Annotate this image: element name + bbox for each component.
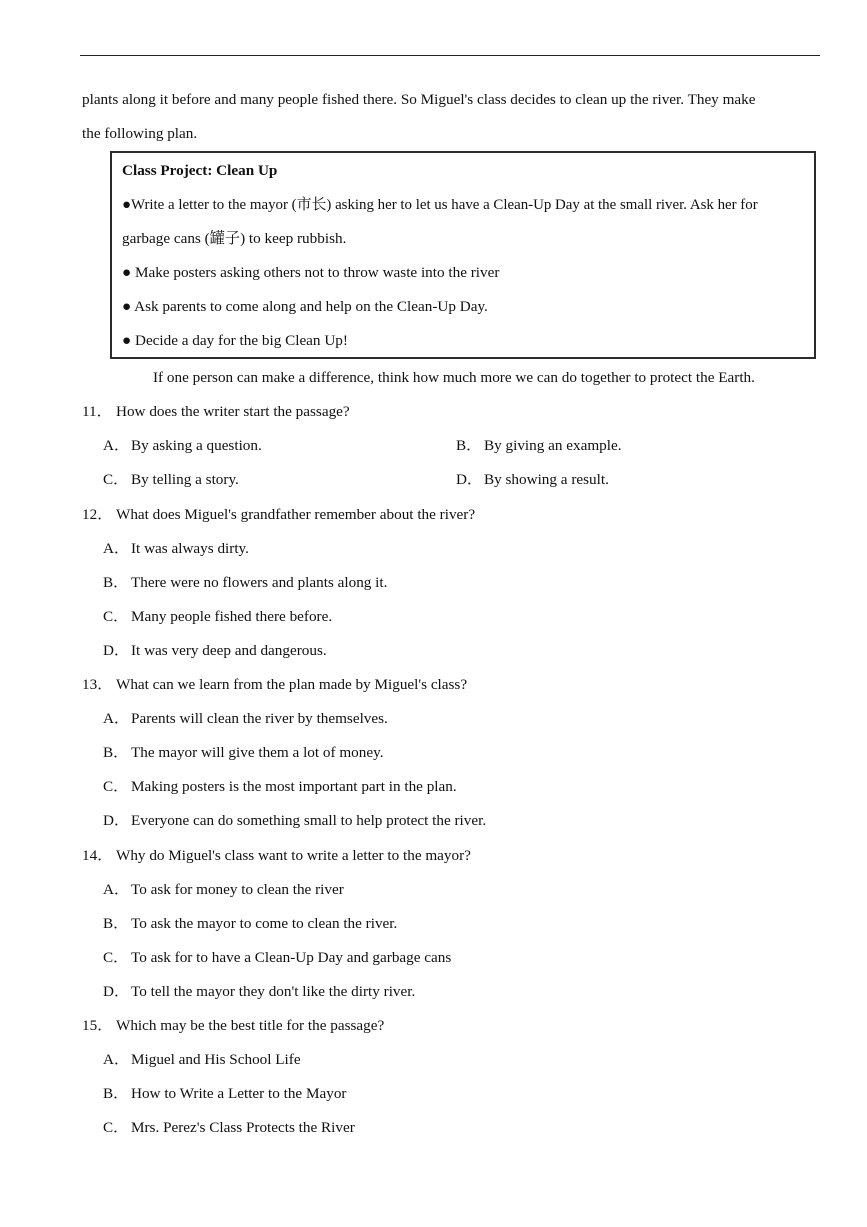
option-14-a — [103, 880, 344, 900]
option-12-d — [103, 641, 327, 661]
closing-sentence: If one person can make a difference, think how much more we can do together to protect the Earth. — [153, 369, 755, 386]
plan-item: garbage cans (罐子) to keep rubbish. — [122, 230, 347, 247]
option-letter: A． — [103, 437, 130, 454]
option-letter: D． — [103, 812, 130, 829]
question-14 — [82, 846, 471, 866]
question-text: What can we learn from the plan made by Miguel's class? — [116, 676, 468, 693]
option-text: Making posters is the most important part in the plan. — [131, 778, 457, 795]
option-text: Everyone can do something small to help protect the river. — [131, 812, 487, 829]
option-11-c — [103, 470, 239, 490]
option-letter: B． — [103, 915, 129, 932]
option-text: Many people fished there before. — [131, 608, 333, 625]
option-text: There were no flowers and plants along it. — [131, 574, 388, 591]
question-number: 11． — [82, 403, 112, 420]
option-text: To ask the mayor to come to clean the river. — [131, 915, 398, 932]
option-12-b — [103, 573, 387, 593]
question-text: Which may be the best title for the passage? — [116, 1017, 385, 1034]
option-letter: A． — [103, 710, 130, 727]
option-text: By giving an example. — [484, 437, 622, 454]
question-number: 12． — [82, 506, 113, 523]
class-project-box — [110, 151, 816, 359]
option-text: To ask for money to clean the river — [131, 881, 344, 898]
option-text: Miguel and His School Life — [131, 1051, 301, 1068]
question-13 — [82, 675, 467, 695]
option-14-c — [103, 948, 451, 968]
option-letter: B． — [103, 1085, 129, 1102]
option-text: To ask for to have a Clean-Up Day and garbage cans — [131, 949, 452, 966]
page-header-rule — [80, 55, 820, 56]
question-12 — [82, 505, 475, 525]
option-letter: D． — [103, 642, 130, 659]
option-11-a — [103, 436, 262, 456]
option-12-a — [103, 539, 249, 559]
option-14-b — [103, 914, 397, 934]
plan-item: ● Ask parents to come along and help on the Clean-Up Day. — [122, 298, 488, 315]
plan-item: ● Decide a day for the big Clean Up! — [122, 332, 348, 349]
option-14-d — [103, 982, 415, 1002]
option-letter: A． — [103, 881, 130, 898]
option-text: To tell the mayor they don't like the dirty river. — [131, 983, 416, 1000]
option-letter: C． — [103, 608, 129, 625]
option-text: Parents will clean the river by themselves. — [131, 710, 388, 727]
plan-item: ● Make posters asking others not to throw waste into the river — [122, 264, 500, 281]
plan-item: ●Write a letter to the mayor (市长) asking her to let us have a Clean-Up Day at the small river. Ask her for — [122, 197, 758, 213]
option-11-b — [456, 436, 622, 456]
question-number: 15． — [82, 1017, 113, 1034]
option-letter: C． — [103, 471, 129, 488]
question-text: What does Miguel's grandfather remember about the river? — [116, 506, 476, 523]
option-15-a — [103, 1050, 301, 1070]
passage-line: plants along it before and many people fished there. So Miguel's class decides to clean up the river. They make — [82, 91, 756, 108]
option-letter: B． — [103, 574, 129, 591]
question-number: 13． — [82, 676, 113, 693]
option-letter: A． — [103, 1051, 130, 1068]
option-letter: B． — [456, 437, 482, 454]
option-letter: D． — [456, 471, 483, 488]
question-text: Why do Miguel's class want to write a letter to the mayor? — [116, 847, 471, 864]
class-project-title: Class Project: Clean Up — [122, 162, 278, 179]
option-letter: C． — [103, 1119, 129, 1136]
option-letter: C． — [103, 778, 129, 795]
option-text: It was always dirty. — [131, 540, 249, 557]
question-11 — [82, 402, 350, 422]
option-text: By asking a question. — [131, 437, 262, 454]
option-text: Mrs. Perez's Class Protects the River — [131, 1119, 355, 1136]
option-15-b — [103, 1084, 346, 1104]
option-text: By showing a result. — [484, 471, 609, 488]
option-text: It was very deep and dangerous. — [131, 642, 327, 659]
question-text: How does the writer start the passage? — [116, 403, 350, 420]
option-letter: B． — [103, 744, 129, 761]
option-letter: A． — [103, 540, 130, 557]
passage-line: the following plan. — [82, 125, 198, 142]
option-text: By telling a story. — [131, 471, 239, 488]
option-11-d — [456, 470, 609, 490]
option-13-b — [103, 743, 384, 763]
option-12-c — [103, 607, 332, 627]
option-13-a — [103, 709, 388, 729]
option-text: The mayor will give them a lot of money. — [131, 744, 384, 761]
question-number: 14． — [82, 847, 113, 864]
option-text: How to Write a Letter to the Mayor — [131, 1085, 347, 1102]
option-13-c — [103, 777, 457, 797]
option-letter: D． — [103, 983, 130, 1000]
option-13-d — [103, 811, 486, 831]
question-15 — [82, 1016, 384, 1036]
option-15-c — [103, 1118, 355, 1138]
option-letter: C． — [103, 949, 129, 966]
